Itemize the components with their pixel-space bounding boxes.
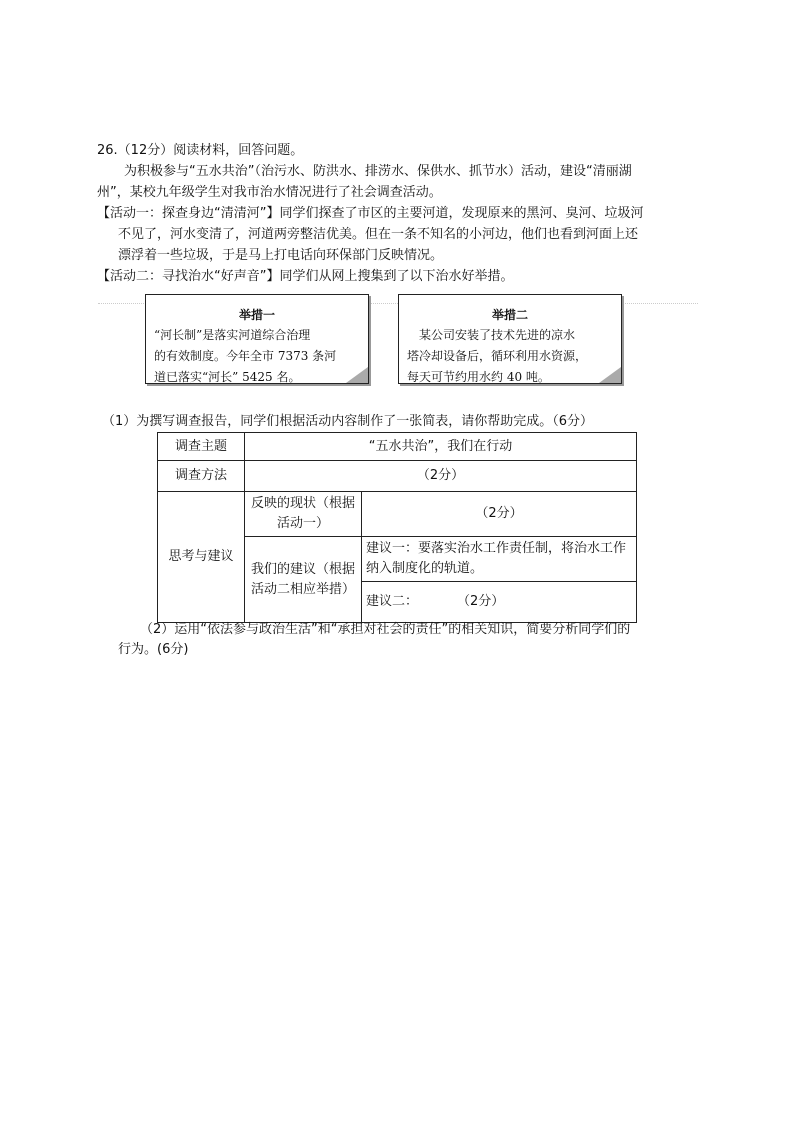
sub-question-2: （2）运用“依法参与政治生活”和“承担对社会的责任”的相关知识，简要分析同学们的	[140, 622, 631, 637]
card-title: 举措二	[491, 308, 528, 322]
card-line: 塔冷却设备后，循环利用水资源，	[407, 349, 588, 363]
cell-answer[interactable]: （2分）	[362, 492, 637, 537]
activity-two: 【活动二：寻找治水“好声音”】同学们从网上搜集到了以下治水好举措。	[97, 269, 514, 284]
cell-answer[interactable]: 建议二： （2分）	[362, 582, 637, 623]
cell-label: 思考与建议	[158, 492, 245, 623]
card-line: 道已落实“河长” 5425 名。	[154, 370, 301, 384]
card-line: “河长制”是落实河道综合治理	[154, 328, 311, 342]
activity-one: 【活动一：探查身边“清清河”】同学们探查了市区的主要河道，发现原来的黑河、臭河、垃圾河	[97, 206, 644, 221]
card-line: 的有效制度。今年全市 7373 条河	[154, 349, 337, 363]
activity-one: 不见了，河水变清了，河道两旁整洁优美。但在一条不知名的小河边，他们也看到河面上还	[118, 227, 639, 242]
intro-line: 州”，某校九年级学生对我市治水情况进行了社会调查活动。	[97, 185, 442, 200]
intro-line: 为积极参与“五水共治”（治污水、防洪水、排涝水、保供水、抓节水）活动，建设“清丽湖	[124, 164, 632, 179]
measure-card-2	[398, 294, 622, 384]
cell-value: 建议一：要落实治水工作责任制，将治水工作纳入制度化的轨道。	[362, 537, 637, 582]
cell-label: 调查方法	[158, 461, 245, 492]
cell-value: “五水共治”，我们在行动	[245, 433, 637, 461]
activity-one: 漂浮着一些垃圾，于是马上打电话向环保部门反映情况。	[118, 248, 444, 263]
sub-question-1: （1）为撰写调查报告，同学们根据活动内容制作了一张简表，请你帮助完成。（6分）	[102, 414, 594, 429]
cell-label: 反映的现状（根据活动一）	[245, 492, 362, 537]
sub-question-2: 行为。(6分)	[118, 642, 189, 657]
question-head: 26.（12分）阅读材料，回答问题。	[97, 143, 304, 158]
card-title: 举措一	[238, 308, 275, 322]
cell-label: 我们的建议（根据活动二相应举措）	[245, 537, 362, 623]
card-line: 每天可节约用水约 40 吨。	[407, 370, 550, 384]
cell-label: 调查主题	[158, 433, 245, 461]
card-line: 某公司安装了技术先进的凉水	[407, 328, 576, 342]
cell-value: （2分）	[245, 461, 637, 492]
survey-table	[157, 432, 637, 623]
page-curl-icon	[599, 367, 621, 383]
page-curl-icon	[346, 367, 368, 383]
measure-card-1	[145, 294, 369, 384]
